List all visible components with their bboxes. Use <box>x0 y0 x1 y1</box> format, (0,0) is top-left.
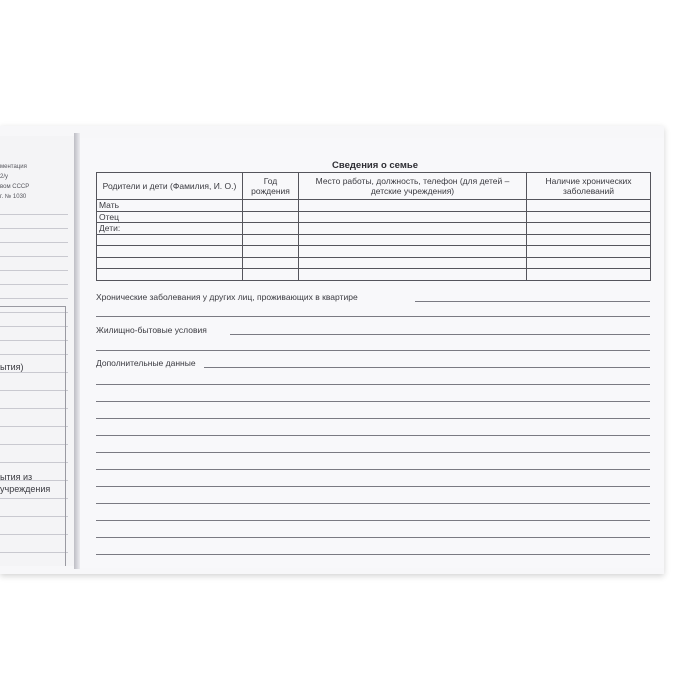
left-header-line: 2/у <box>0 174 9 180</box>
section-label-additional: Дополнительные данные <box>96 358 199 368</box>
ruled-line[interactable] <box>96 486 650 487</box>
table-row <box>97 246 651 258</box>
left-fragment-text: ытия) <box>0 362 24 372</box>
ruled-line[interactable] <box>96 418 650 419</box>
column-header-workplace: Место работы, должность, телефон (для детей – детские учреждения) <box>299 173 527 200</box>
table-cell[interactable] <box>299 211 527 223</box>
ruled-line <box>0 214 68 215</box>
ruled-line[interactable] <box>96 435 650 436</box>
left-page-frame <box>0 306 66 566</box>
ruled-line <box>0 242 68 243</box>
left-fragment-text: ытия из <box>0 472 33 482</box>
table-row <box>97 234 651 246</box>
row-label <box>97 246 243 258</box>
table-row <box>97 211 651 223</box>
table-cell[interactable] <box>527 200 651 212</box>
ruled-line[interactable] <box>96 384 650 385</box>
table-cell[interactable] <box>527 257 651 269</box>
ruled-line <box>230 334 650 335</box>
ruled-line <box>415 301 650 302</box>
row-label <box>97 234 243 246</box>
table-cell[interactable] <box>299 234 527 246</box>
ruled-line[interactable] <box>96 503 650 504</box>
section-label-living-conditions: Жилищно-бытовые условия <box>96 325 210 335</box>
table-row <box>97 200 651 212</box>
table-cell[interactable] <box>527 223 651 235</box>
table-cell[interactable] <box>527 269 651 281</box>
ruled-line <box>204 367 650 368</box>
table-cell[interactable] <box>299 223 527 235</box>
table-row <box>97 269 651 281</box>
ruled-line[interactable] <box>96 537 650 538</box>
ruled-line[interactable] <box>96 401 650 402</box>
ruled-line <box>0 298 68 299</box>
left-header-line: г. № 1030 <box>0 194 27 200</box>
table-cell[interactable] <box>243 234 299 246</box>
family-table <box>96 172 651 281</box>
left-page <box>0 136 75 566</box>
table-cell[interactable] <box>243 200 299 212</box>
table-cell[interactable] <box>243 223 299 235</box>
table-cell[interactable] <box>243 269 299 281</box>
ruled-line[interactable] <box>96 350 650 351</box>
column-header-name: Родители и дети (Фамилия, И. О.) <box>97 173 243 200</box>
table-row <box>97 257 651 269</box>
ruled-line <box>0 270 68 271</box>
row-label <box>97 269 243 281</box>
table-cell[interactable] <box>527 211 651 223</box>
row-label: Дети: <box>97 223 243 235</box>
left-fragment-text: учреждения <box>0 484 51 494</box>
ruled-line[interactable] <box>96 469 650 470</box>
table-cell[interactable] <box>299 257 527 269</box>
table-cell[interactable] <box>527 246 651 258</box>
row-label: Отец <box>97 211 243 223</box>
table-cell[interactable] <box>243 211 299 223</box>
ruled-line[interactable] <box>96 520 650 521</box>
column-header-chronic-diseases: Наличие хронических заболеваний <box>527 173 651 200</box>
ruled-line[interactable] <box>96 554 650 555</box>
table-header-row <box>97 173 651 200</box>
ruled-line[interactable] <box>96 452 650 453</box>
column-header-birth-year: Год рождения <box>243 173 299 200</box>
table-row <box>97 223 651 235</box>
table-cell[interactable] <box>299 246 527 258</box>
ruled-line[interactable] <box>96 316 650 317</box>
section-label-chronic-others: Хронические заболевания у других лиц, проживающих в квартире <box>96 292 361 302</box>
ruled-line <box>0 256 68 257</box>
right-page <box>80 138 664 568</box>
row-label <box>97 257 243 269</box>
ruled-line <box>0 228 68 229</box>
table-cell[interactable] <box>299 200 527 212</box>
row-label: Мать <box>97 200 243 212</box>
table-cell[interactable] <box>243 246 299 258</box>
page-title: Сведения о семье <box>332 160 418 171</box>
left-page-header <box>0 162 29 202</box>
left-header-line: ментация <box>0 164 27 170</box>
ruled-line <box>0 284 68 285</box>
left-header-line: вом СССР <box>0 184 30 190</box>
table-cell[interactable] <box>527 234 651 246</box>
table-cell[interactable] <box>299 269 527 281</box>
table-cell[interactable] <box>243 257 299 269</box>
